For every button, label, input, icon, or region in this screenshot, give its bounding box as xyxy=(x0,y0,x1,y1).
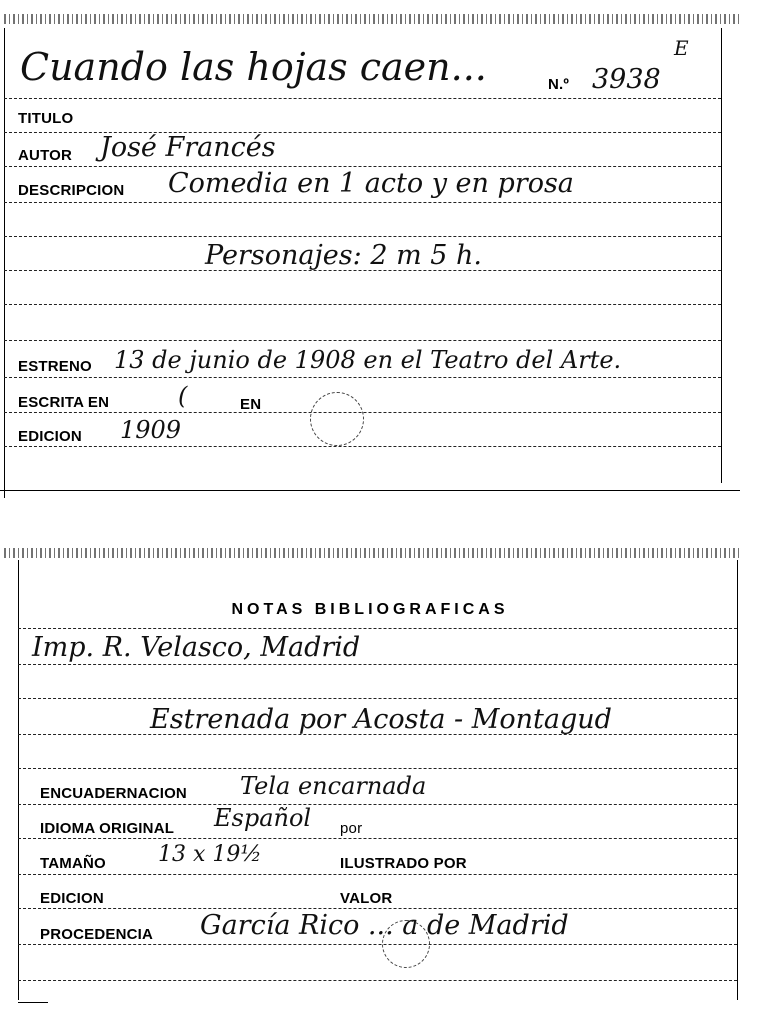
estreno-value: 13 de junio de 1908 en el Teatro del Arte. xyxy=(114,346,622,374)
number-label: N.º xyxy=(548,76,570,93)
tamano-label: TAMAÑO xyxy=(40,855,106,872)
autor-label: AUTOR xyxy=(18,147,73,164)
number-value: 3938 xyxy=(592,64,661,95)
rule xyxy=(4,304,721,305)
estrenada-value: Estrenada por Acosta - Montagud xyxy=(150,704,612,735)
idioma-value: Español xyxy=(214,804,312,832)
por-label: por xyxy=(340,820,363,837)
edicion-label-bottom: EDICION xyxy=(40,890,104,907)
library-stamp xyxy=(382,920,430,968)
rule xyxy=(18,664,737,665)
valor-label: VALOR xyxy=(340,890,393,907)
rule xyxy=(4,340,721,341)
en-label: EN xyxy=(240,396,262,413)
card-top-bottom-edge xyxy=(0,490,740,491)
rule xyxy=(18,698,737,699)
personajes-value: Personajes: 2 m 5 h. xyxy=(205,240,483,271)
imprenta-value: Imp. R. Velasco, Madrid xyxy=(32,632,361,663)
idioma-label: IDIOMA ORIGINAL xyxy=(40,820,175,837)
encuadernacion-label: ENCUADERNACION xyxy=(40,785,187,802)
escrita-en-value: ( xyxy=(178,382,188,410)
encuadernacion-value: Tela encarnada xyxy=(240,772,427,800)
descripcion-value: Comedia en 1 acto y en prosa xyxy=(168,168,574,199)
rule xyxy=(18,980,737,981)
rule xyxy=(18,874,737,875)
edicion-value: 1909 xyxy=(120,416,182,444)
autor-value: José Francés xyxy=(100,132,276,163)
notas-heading: NOTAS BIBLIOGRAFICAS xyxy=(231,601,509,618)
rule xyxy=(4,446,721,447)
title-value: Cuando las hojas caen... xyxy=(20,45,487,89)
rule xyxy=(18,628,737,629)
card-bottom-right-border xyxy=(737,560,738,1000)
rule xyxy=(18,944,737,945)
card-bottom-mark xyxy=(18,1002,48,1003)
titulo-label: TITULO xyxy=(18,110,74,127)
escrita-en-label: ESCRITA EN xyxy=(18,394,110,411)
rule xyxy=(4,236,721,237)
number-suffix: E xyxy=(674,36,689,60)
procedencia-label: PROCEDENCIA xyxy=(40,926,154,943)
rule xyxy=(4,377,721,378)
card-top-edge xyxy=(4,14,739,24)
library-stamp xyxy=(310,392,364,446)
edicion-label: EDICION xyxy=(18,428,82,445)
rule xyxy=(18,908,737,909)
rule xyxy=(18,838,737,839)
rule xyxy=(4,98,721,99)
rule xyxy=(18,804,737,805)
rule xyxy=(4,166,721,167)
tamano-value: 13 x 19½ xyxy=(158,842,262,867)
descripcion-label: DESCRIPCION xyxy=(18,182,125,199)
card-bottom-left-border xyxy=(18,560,19,1000)
card-top-right-border xyxy=(721,28,722,483)
rule xyxy=(18,768,737,769)
card-bottom-edge xyxy=(4,548,739,558)
estreno-label: ESTRENO xyxy=(18,358,92,375)
ilustrado-label: ILUSTRADO POR xyxy=(340,855,467,872)
procedencia-value: García Rico ... a de Madrid xyxy=(200,910,569,941)
rule xyxy=(4,202,721,203)
